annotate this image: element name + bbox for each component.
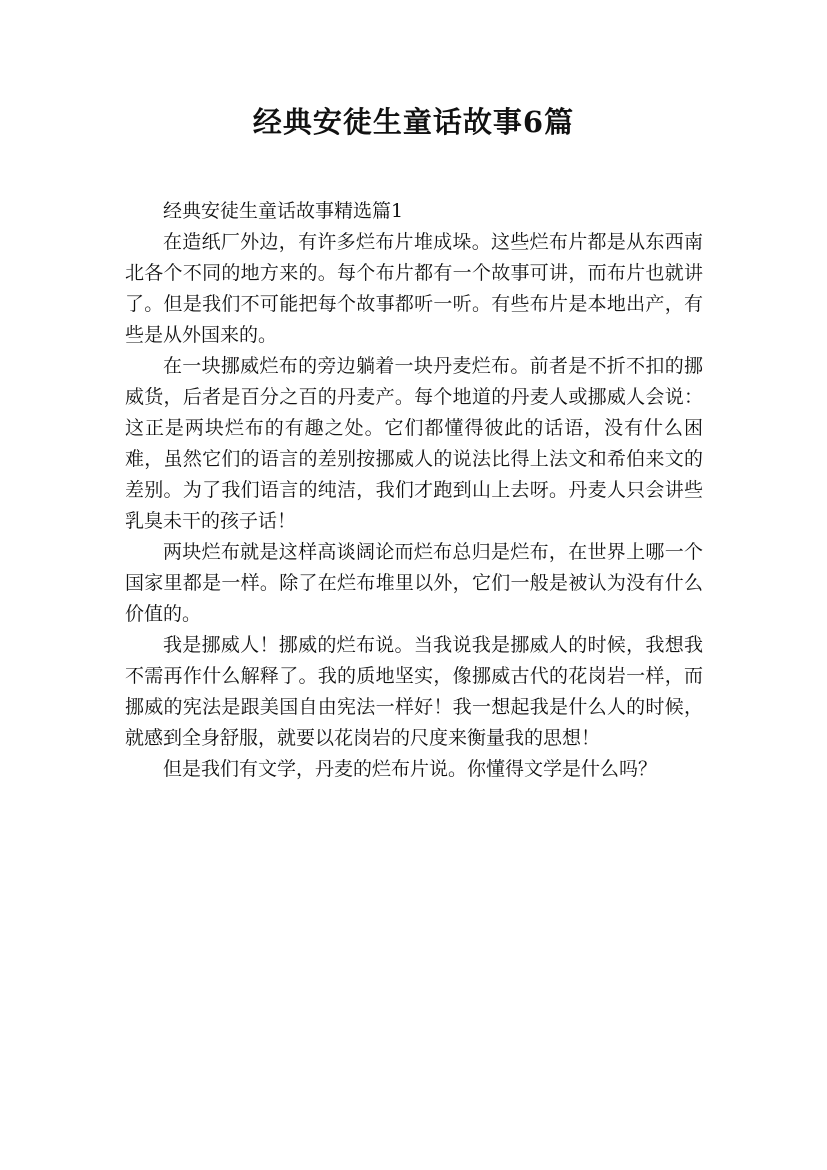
paragraph-4: 我是挪威人！挪威的烂布说。当我说我是挪威人的时候，我想我不需再作什么解释了。我的质地坚实，像挪威古代的花岗岩一样，而挪威的宪法是跟美国自由宪法一样好！我一想起我是什么人的时候，就感到全身舒服，就要以花岗岩的尺度来衡量我的思想！	[125, 634, 703, 749]
paragraph-1: 在造纸厂外边，有许多烂布片堆成垛。这些烂布片都是从东西南北各个不同的地方来的。每个布片都有一个故事可讲，而布片也就讲了。但是我们不可能把每个故事都听一听。有些布片是本地出产，有些是从外国来的。	[125, 231, 703, 346]
section-heading: 经典安徒生童话故事精选篇1	[163, 200, 404, 222]
paragraph-5: 但是我们有文学，丹麦的烂布片说。你懂得文学是什么吗？	[163, 758, 658, 780]
paragraph-3: 两块烂布就是这样高谈阔论而烂布总归是烂布，在世界上哪一个国家里都是一样。除了在烂布堆里以外，它们一般是被认为没有什么价值的。	[125, 541, 703, 625]
document-title: 经典安徒生童话故事6篇	[252, 105, 575, 139]
document-body	[125, 196, 703, 785]
paragraph-2: 在一块挪威烂布的旁边躺着一块丹麦烂布。前者是不折不扣的挪威货，后者是百分之百的丹麦产。每个地道的丹麦人或挪威人会说：这正是两块烂布的有趣之处。它们都懂得彼此的话语，没有什么困难，虽然它们的语言的差别按挪威人的说法比得上法文和希伯来文的差别。为了我们语言的纯洁，我们才跑到山上去呀。丹麦人只会讲些乳臭未干的孩子话！	[125, 355, 703, 532]
